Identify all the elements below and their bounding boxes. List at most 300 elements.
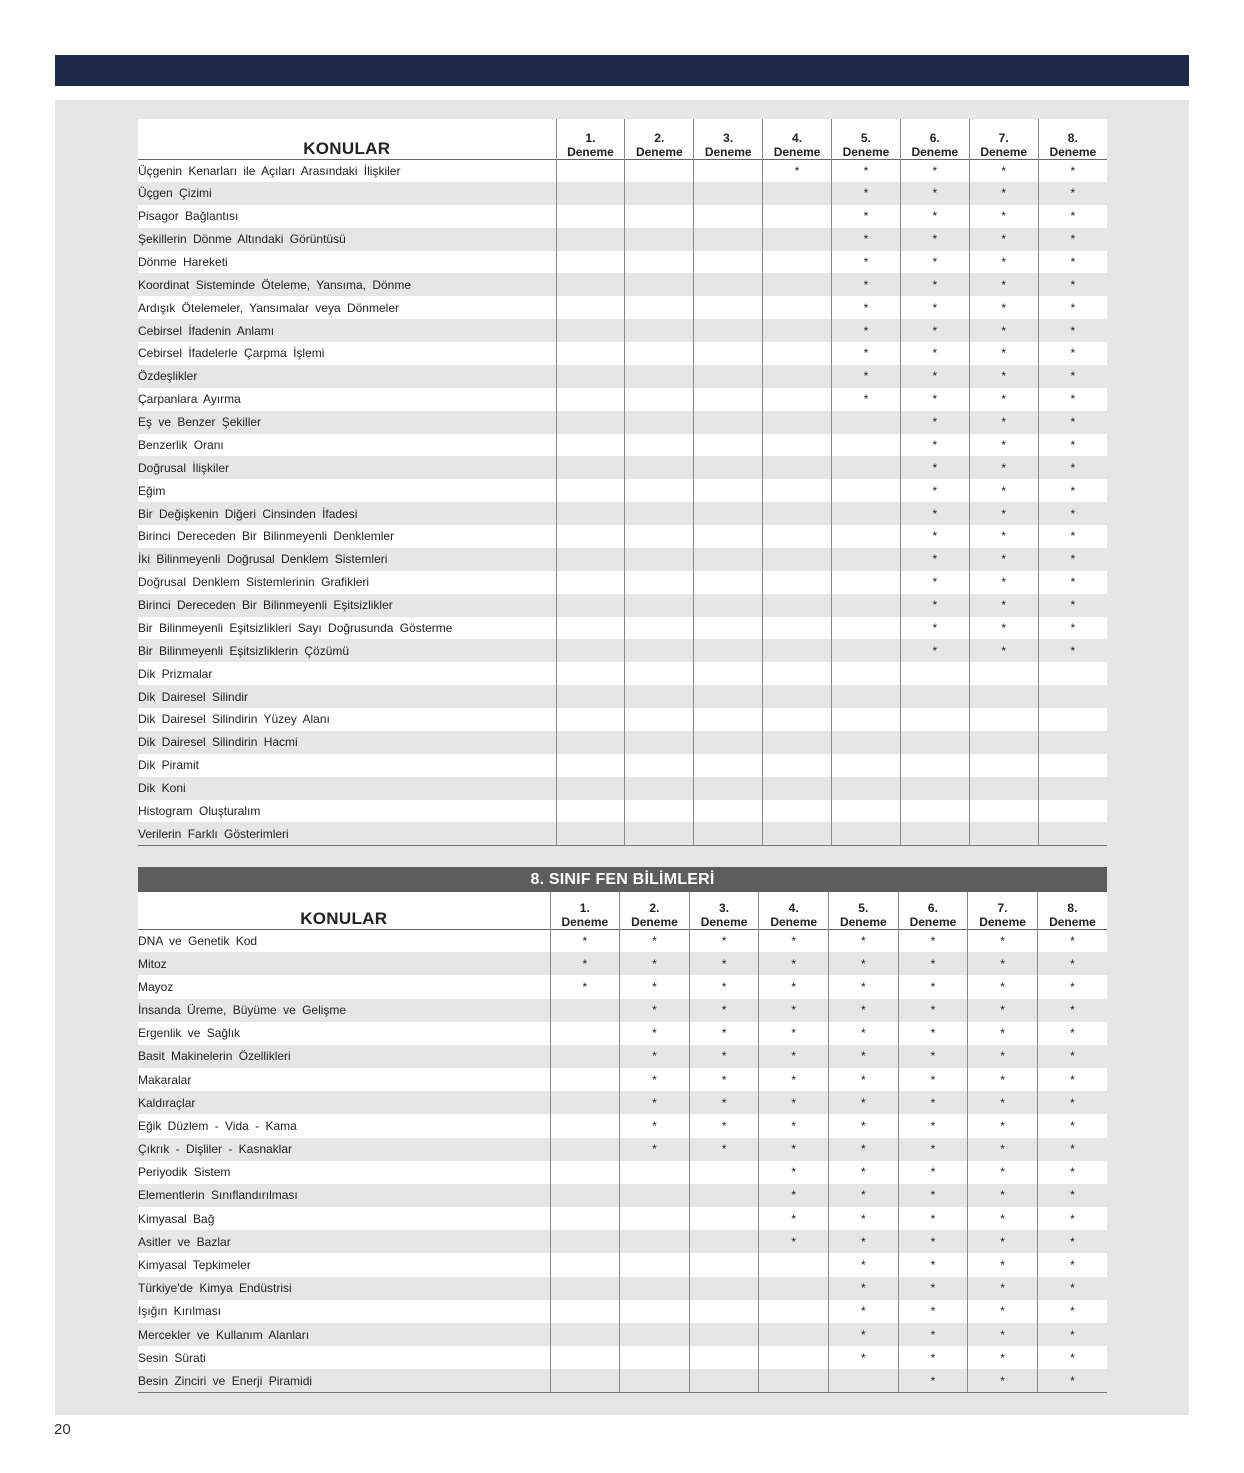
deneme-5-mark (832, 731, 901, 754)
deneme-2-mark: * (620, 1091, 690, 1114)
deneme-8-mark: * (1037, 1323, 1107, 1346)
deneme-label: Deneme (567, 144, 614, 159)
deneme-2-mark (620, 1346, 690, 1369)
deneme-7-mark: * (969, 365, 1038, 388)
deneme-6-mark: * (900, 296, 969, 319)
deneme-2-mark (625, 548, 694, 571)
deneme-8-mark: * (1037, 1253, 1107, 1276)
table-row (138, 777, 1107, 800)
deneme-2-mark: * (620, 1114, 690, 1137)
deneme-2-mark (625, 365, 694, 388)
deneme-2-mark (625, 388, 694, 411)
deneme-2-mark: * (620, 999, 690, 1022)
table-row (138, 952, 1107, 975)
deneme-6-mark: * (898, 1068, 968, 1091)
deneme-7-mark: * (968, 952, 1038, 975)
table-row (138, 1300, 1107, 1323)
deneme-6-mark: * (898, 1114, 968, 1137)
deneme-1-mark: * (550, 975, 620, 998)
deneme-7-mark: * (969, 319, 1038, 342)
deneme-number: 4. (788, 900, 799, 915)
table-row (138, 1207, 1107, 1230)
table-row (138, 571, 1107, 594)
deneme-7-mark: * (969, 273, 1038, 296)
deneme-5-mark: * (829, 952, 899, 975)
deneme-number: 8. (1067, 900, 1078, 915)
table-row (138, 205, 1107, 228)
table-row (138, 296, 1107, 319)
deneme-7-mark: * (969, 594, 1038, 617)
deneme-3-mark (694, 617, 763, 640)
deneme-label: Deneme (561, 914, 609, 929)
deneme-2-mark (620, 1369, 690, 1392)
deneme-7-mark (969, 685, 1038, 708)
deneme-3-mark (694, 411, 763, 434)
deneme-7-mark: * (969, 456, 1038, 479)
deneme-6-mark: * (898, 1161, 968, 1184)
deneme-number: 5. (860, 130, 871, 145)
deneme-number: 1. (579, 900, 590, 915)
deneme-8-mark: * (1037, 1091, 1107, 1114)
deneme-1-mark (556, 594, 625, 617)
deneme-8-mark: * (1038, 365, 1107, 388)
deneme-4-mark (763, 754, 832, 777)
deneme-header-6 (900, 119, 969, 159)
deneme-2-mark: * (620, 952, 690, 975)
deneme-2-mark (625, 822, 694, 845)
deneme-4-mark (763, 594, 832, 617)
deneme-7-mark: * (969, 434, 1038, 457)
deneme-5-mark (832, 662, 901, 685)
deneme-8-mark: * (1037, 1068, 1107, 1091)
deneme-1-mark (556, 319, 625, 342)
deneme-3-mark (694, 296, 763, 319)
deneme-header-8 (1038, 119, 1107, 159)
deneme-4-mark (763, 434, 832, 457)
deneme-5-mark (832, 800, 901, 823)
deneme-3-mark (694, 548, 763, 571)
deneme-3-mark: * (689, 1091, 759, 1114)
deneme-2-mark: * (620, 975, 690, 998)
table-row (138, 800, 1107, 823)
deneme-4-mark (763, 388, 832, 411)
deneme-2-mark (625, 205, 694, 228)
deneme-4-mark (763, 639, 832, 662)
section-title-banner: 8. SINIF FEN BİLİMLERİ (138, 867, 1107, 892)
deneme-1-mark (550, 1277, 620, 1300)
deneme-7-mark: * (968, 1161, 1038, 1184)
table-body (138, 929, 1107, 1392)
deneme-4-mark (759, 1369, 829, 1392)
deneme-5-mark: * (829, 929, 899, 952)
deneme-8-mark: * (1037, 1022, 1107, 1045)
deneme-4-mark: * (763, 159, 832, 182)
math-topics-table (138, 119, 1107, 846)
deneme-2-mark (620, 1323, 690, 1346)
deneme-5-mark: * (832, 159, 901, 182)
deneme-3-mark (694, 708, 763, 731)
deneme-number: 2. (654, 130, 665, 145)
deneme-3-mark: * (689, 1068, 759, 1091)
deneme-6-mark: * (900, 205, 969, 228)
table-row (138, 975, 1107, 998)
deneme-2-mark (625, 800, 694, 823)
deneme-label: Deneme (1049, 914, 1096, 929)
topic-cell: Çarpanlara Ayırma (138, 388, 556, 411)
deneme-2-mark (620, 1207, 690, 1230)
deneme-4-mark (763, 662, 832, 685)
deneme-6-mark: * (898, 1138, 968, 1161)
deneme-3-mark (694, 662, 763, 685)
deneme-3-mark (689, 1184, 759, 1207)
deneme-number: 7. (997, 900, 1008, 915)
deneme-header-4 (759, 892, 829, 929)
deneme-7-mark: * (969, 525, 1038, 548)
topic-cell: Besin Zinciri ve Enerji Piramidi (138, 1369, 550, 1392)
deneme-7-mark: * (968, 1230, 1038, 1253)
deneme-7-mark (969, 731, 1038, 754)
table-row (138, 1346, 1107, 1369)
deneme-8-mark: * (1037, 1277, 1107, 1300)
deneme-1-mark (556, 251, 625, 274)
deneme-8-mark: * (1038, 159, 1107, 182)
topic-cell: Mayoz (138, 975, 550, 998)
deneme-6-mark (900, 800, 969, 823)
deneme-label: Deneme (839, 914, 887, 929)
deneme-7-mark: * (968, 975, 1038, 998)
deneme-3-mark (694, 319, 763, 342)
deneme-6-mark: * (900, 571, 969, 594)
deneme-6-mark: * (900, 617, 969, 640)
deneme-8-mark: * (1038, 434, 1107, 457)
deneme-3-mark (694, 754, 763, 777)
deneme-8-mark: * (1037, 929, 1107, 952)
deneme-number: 5. (858, 900, 869, 915)
table-row (138, 1114, 1107, 1137)
deneme-8-mark: * (1038, 251, 1107, 274)
deneme-5-mark: * (829, 1161, 899, 1184)
deneme-label: Deneme (979, 914, 1026, 929)
table-row (138, 1323, 1107, 1346)
table-row (138, 159, 1107, 182)
deneme-2-mark (620, 1161, 690, 1184)
deneme-1-mark (550, 1207, 620, 1230)
deneme-8-mark: * (1038, 319, 1107, 342)
deneme-1-mark (556, 800, 625, 823)
deneme-4-mark: * (759, 1068, 829, 1091)
deneme-5-mark (832, 708, 901, 731)
deneme-header-7 (968, 892, 1038, 929)
deneme-8-mark (1038, 685, 1107, 708)
topic-cell: Üçgenin Kenarları ile Açıları Arasındaki İlişkiler (138, 159, 556, 182)
deneme-3-mark: * (689, 975, 759, 998)
deneme-5-mark: * (829, 1253, 899, 1276)
deneme-7-mark: * (968, 1253, 1038, 1276)
deneme-4-mark (763, 182, 832, 205)
deneme-6-mark (900, 754, 969, 777)
deneme-6-mark: * (898, 1091, 968, 1114)
deneme-7-mark: * (969, 388, 1038, 411)
deneme-5-mark (832, 617, 901, 640)
deneme-6-mark: * (898, 1277, 968, 1300)
deneme-5-mark (832, 754, 901, 777)
deneme-7-mark: * (968, 1068, 1038, 1091)
deneme-4-mark: * (759, 1091, 829, 1114)
deneme-3-mark (689, 1300, 759, 1323)
deneme-6-mark: * (898, 1022, 968, 1045)
deneme-6-mark: * (900, 525, 969, 548)
deneme-label: Deneme (700, 914, 748, 929)
deneme-3-mark: * (689, 1045, 759, 1068)
deneme-3-mark (694, 639, 763, 662)
deneme-6-mark: * (900, 251, 969, 274)
deneme-6-mark: * (900, 319, 969, 342)
deneme-3-mark (689, 1253, 759, 1276)
deneme-label: Deneme (770, 914, 818, 929)
deneme-2-mark (620, 1230, 690, 1253)
table-row (138, 594, 1107, 617)
deneme-3-mark: * (689, 1138, 759, 1161)
deneme-2-mark (625, 456, 694, 479)
deneme-5-mark: * (829, 1138, 899, 1161)
topic-cell: Dik Prizmalar (138, 662, 556, 685)
deneme-3-mark (694, 182, 763, 205)
deneme-label: Deneme (980, 144, 1028, 159)
deneme-1-mark (550, 1369, 620, 1392)
topic-cell: Eş ve Benzer Şekiller (138, 411, 556, 434)
deneme-2-mark (625, 685, 694, 708)
deneme-8-mark: * (1038, 182, 1107, 205)
deneme-1-mark (550, 1230, 620, 1253)
topic-cell: Bir Değişkenin Diğeri Cinsinden İfadesi (138, 502, 556, 525)
topic-cell: Kaldıraçlar (138, 1091, 550, 1114)
deneme-1-mark (556, 662, 625, 685)
deneme-5-mark: * (832, 319, 901, 342)
deneme-4-mark: * (759, 1207, 829, 1230)
deneme-number: 2. (649, 900, 660, 915)
deneme-1-mark (556, 685, 625, 708)
table-row (138, 999, 1107, 1022)
deneme-6-mark: * (898, 1184, 968, 1207)
page-number: 20 (54, 1421, 71, 1438)
deneme-7-mark (969, 708, 1038, 731)
deneme-1-mark (550, 1300, 620, 1323)
deneme-3-mark (694, 479, 763, 502)
deneme-3-mark (694, 456, 763, 479)
deneme-1-mark (556, 731, 625, 754)
deneme-4-mark (763, 731, 832, 754)
topic-cell: Periyodik Sistem (138, 1161, 550, 1184)
topic-cell: Cebirsel İfadenin Anlamı (138, 319, 556, 342)
deneme-1-mark (556, 434, 625, 457)
deneme-7-mark: * (969, 251, 1038, 274)
deneme-4-mark (763, 502, 832, 525)
deneme-5-mark: * (829, 1323, 899, 1346)
deneme-4-mark (759, 1346, 829, 1369)
topic-cell: Verilerin Farklı Gösterimleri (138, 822, 556, 845)
deneme-5-mark (829, 1369, 899, 1392)
deneme-6-mark: * (900, 342, 969, 365)
deneme-2-mark (625, 342, 694, 365)
deneme-5-mark: * (829, 1346, 899, 1369)
deneme-5-mark: * (829, 1091, 899, 1114)
deneme-1-mark (556, 388, 625, 411)
deneme-8-mark: * (1038, 617, 1107, 640)
table-row (138, 662, 1107, 685)
deneme-6-mark: * (898, 1253, 968, 1276)
table-row (138, 1369, 1107, 1392)
deneme-2-mark (625, 182, 694, 205)
deneme-5-mark (832, 525, 901, 548)
topic-cell: Üçgen Çizimi (138, 182, 556, 205)
deneme-8-mark: * (1038, 571, 1107, 594)
table-row (138, 639, 1107, 662)
deneme-2-mark (625, 708, 694, 731)
deneme-4-mark (759, 1300, 829, 1323)
table-row (138, 273, 1107, 296)
deneme-2-mark (625, 251, 694, 274)
deneme-2-mark (620, 1277, 690, 1300)
table-row (138, 822, 1107, 845)
deneme-1-mark (550, 1138, 620, 1161)
deneme-4-mark: * (759, 1045, 829, 1068)
deneme-3-mark (694, 273, 763, 296)
deneme-2-mark (625, 662, 694, 685)
deneme-1-mark (556, 365, 625, 388)
deneme-4-mark (763, 319, 832, 342)
deneme-6-mark: * (900, 228, 969, 251)
deneme-4-mark: * (759, 1161, 829, 1184)
deneme-7-mark: * (968, 1091, 1038, 1114)
deneme-number: 6. (927, 900, 938, 915)
deneme-header-4 (763, 119, 832, 159)
topic-cell: Kimyasal Bağ (138, 1207, 550, 1230)
table-row (138, 1068, 1107, 1091)
deneme-2-mark: * (620, 929, 690, 952)
deneme-1-mark (556, 708, 625, 731)
deneme-2-mark: * (620, 1138, 690, 1161)
deneme-number: 3. (719, 900, 730, 915)
deneme-7-mark: * (969, 205, 1038, 228)
deneme-2-mark (620, 1253, 690, 1276)
deneme-3-mark: * (689, 952, 759, 975)
table-header-row (138, 892, 1107, 929)
deneme-8-mark: * (1037, 975, 1107, 998)
deneme-1-mark (556, 777, 625, 800)
deneme-1-mark (556, 548, 625, 571)
deneme-3-mark: * (689, 1114, 759, 1137)
deneme-6-mark: * (900, 159, 969, 182)
deneme-4-mark: * (759, 1114, 829, 1137)
deneme-8-mark: * (1038, 228, 1107, 251)
deneme-5-mark: * (829, 1277, 899, 1300)
table-row (138, 1161, 1107, 1184)
deneme-2-mark (625, 594, 694, 617)
deneme-8-mark: * (1037, 1230, 1107, 1253)
deneme-6-mark (900, 685, 969, 708)
deneme-3-mark (689, 1230, 759, 1253)
deneme-7-mark: * (968, 1277, 1038, 1300)
deneme-8-mark: * (1037, 1207, 1107, 1230)
table-row (138, 708, 1107, 731)
topic-cell: Mitoz (138, 952, 550, 975)
deneme-header-5 (829, 892, 899, 929)
table-row (138, 929, 1107, 952)
topic-cell: Birinci Dereceden Bir Bilinmeyenli Eşitsizlikler (138, 594, 556, 617)
topic-cell: DNA ve Genetik Kod (138, 929, 550, 952)
deneme-2-mark (625, 525, 694, 548)
deneme-8-mark: * (1038, 502, 1107, 525)
topic-cell: Şekillerin Dönme Altındaki Görüntüsü (138, 228, 556, 251)
deneme-3-mark: * (689, 999, 759, 1022)
deneme-7-mark: * (968, 1207, 1038, 1230)
deneme-2-mark: * (620, 1045, 690, 1068)
deneme-6-mark (900, 708, 969, 731)
deneme-3-mark (689, 1277, 759, 1300)
deneme-1-mark (550, 1346, 620, 1369)
deneme-5-mark: * (832, 273, 901, 296)
deneme-4-mark (759, 1253, 829, 1276)
deneme-8-mark: * (1037, 1300, 1107, 1323)
deneme-8-mark: * (1037, 1161, 1107, 1184)
deneme-5-mark (832, 411, 901, 434)
deneme-5-mark: * (829, 1207, 899, 1230)
deneme-8-mark (1038, 822, 1107, 845)
deneme-label: Deneme (909, 914, 957, 929)
topic-cell: Koordinat Sisteminde Öteleme, Yansıma, Dönme (138, 273, 556, 296)
deneme-1-mark (550, 1022, 620, 1045)
deneme-4-mark: * (759, 929, 829, 952)
deneme-8-mark: * (1038, 525, 1107, 548)
topic-cell: Eğik Düzlem - Vida - Kama (138, 1114, 550, 1137)
topic-cell: Makaralar (138, 1068, 550, 1091)
table-row (138, 1277, 1107, 1300)
table-row (138, 1253, 1107, 1276)
deneme-4-mark (763, 617, 832, 640)
deneme-8-mark: * (1037, 1369, 1107, 1392)
deneme-1-mark (556, 159, 625, 182)
deneme-label: Deneme (911, 144, 959, 159)
deneme-7-mark: * (969, 479, 1038, 502)
deneme-5-mark: * (829, 1230, 899, 1253)
deneme-8-mark: * (1038, 548, 1107, 571)
deneme-4-mark (763, 822, 832, 845)
deneme-7-mark: * (968, 1346, 1038, 1369)
table-row (138, 1045, 1107, 1068)
deneme-7-mark: * (969, 548, 1038, 571)
deneme-header-3 (694, 119, 763, 159)
deneme-3-mark (694, 822, 763, 845)
deneme-2-mark (620, 1184, 690, 1207)
deneme-5-mark: * (829, 999, 899, 1022)
deneme-1-mark (556, 342, 625, 365)
deneme-6-mark: * (900, 182, 969, 205)
deneme-4-mark (763, 273, 832, 296)
deneme-8-mark: * (1037, 1114, 1107, 1137)
deneme-header-1 (556, 119, 625, 159)
deneme-2-mark (625, 502, 694, 525)
deneme-3-mark (694, 525, 763, 548)
deneme-1-mark (550, 1184, 620, 1207)
deneme-label: Deneme (704, 144, 752, 159)
deneme-7-mark: * (968, 999, 1038, 1022)
deneme-2-mark (625, 777, 694, 800)
deneme-6-mark: * (900, 548, 969, 571)
deneme-3-mark (694, 571, 763, 594)
deneme-7-mark (969, 822, 1038, 845)
deneme-2-mark (625, 411, 694, 434)
deneme-7-mark (969, 754, 1038, 777)
